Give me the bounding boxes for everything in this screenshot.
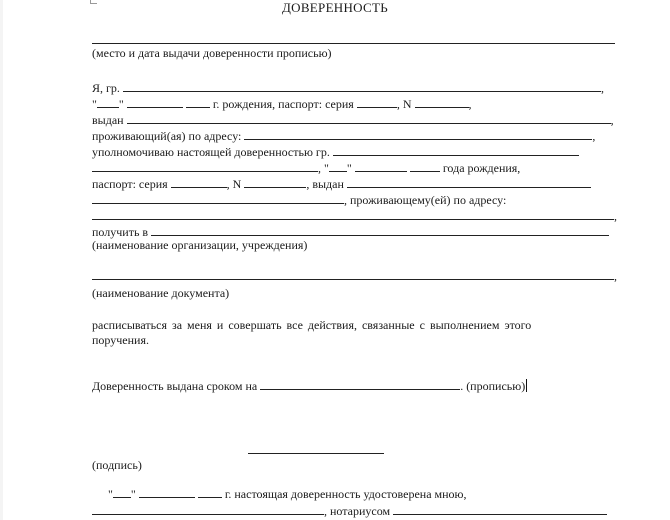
text-cursor [526, 379, 527, 392]
comma: , [614, 269, 617, 283]
address-field[interactable] [244, 128, 592, 140]
issued-label: выдан [312, 177, 344, 191]
quote-close: " [346, 161, 352, 175]
address-line [92, 128, 595, 143]
passport-series-label: паспорт: серия [92, 177, 168, 191]
validity-line [92, 378, 527, 393]
agent-address-field[interactable] [92, 208, 614, 220]
organization-label: (наименование организации, учреждения) [92, 238, 308, 252]
issued-line [92, 112, 614, 127]
number-sign: N [402, 97, 412, 111]
comma: , [600, 81, 604, 95]
agent-birth-line [92, 160, 520, 175]
cert-year-field[interactable] [198, 486, 222, 498]
cert-day-field[interactable] [113, 486, 131, 498]
place-date-label: (место и дата выдачи доверенности прописью) [92, 46, 332, 60]
validity-label: Доверенность выдана сроком на [92, 379, 258, 393]
birth-month-field[interactable] [127, 96, 183, 108]
citizen-name-field[interactable] [123, 80, 601, 92]
document-name-label: (наименование документа) [92, 286, 230, 300]
quote-open: " [108, 487, 113, 501]
comma: , [614, 209, 617, 223]
birth-year-label: года рождения, [442, 161, 521, 175]
comma: , [226, 177, 230, 191]
comma: , [592, 129, 596, 143]
notary-line [92, 503, 607, 518]
agent-birth-year-field[interactable] [410, 160, 440, 172]
validity-term-field[interactable] [260, 378, 460, 390]
passport-series-field[interactable] [357, 96, 397, 108]
receive-line [92, 224, 609, 239]
agent-passport-number-field[interactable] [244, 176, 306, 188]
comma: , [468, 97, 472, 111]
birth-year-passport-label: г. рождения, паспорт: серия [212, 97, 354, 111]
quote-open: " [92, 97, 97, 111]
authority-text-2: поручения. [92, 333, 149, 347]
citizen-line [92, 80, 604, 95]
validity-suffix: . (прописью) [460, 379, 526, 393]
agent-birth-month-field[interactable] [355, 160, 407, 172]
agent-name-cont-field[interactable] [92, 160, 318, 172]
comma: , [610, 113, 614, 127]
organization-field[interactable] [151, 224, 609, 236]
agent-passport-series-field[interactable] [171, 176, 227, 188]
agent-issued-cont-field[interactable] [92, 192, 344, 204]
authority-text-1: расписываться за меня и совершать все действия, связанные с выполнением этого [92, 318, 532, 332]
comma: , [318, 161, 321, 175]
citizen-label: Я, гр. [92, 81, 120, 95]
page-edge [0, 0, 3, 520]
notary-label: , нотариусом [324, 504, 391, 518]
document-name-field[interactable] [92, 268, 614, 280]
issued-label: выдан [92, 113, 124, 127]
birth-passport-line [92, 96, 472, 111]
quote-close: " [118, 97, 124, 111]
quote-open: " [324, 161, 329, 175]
authorize-line [92, 144, 579, 159]
agent-address-line [92, 192, 506, 207]
agent-name-field[interactable] [333, 144, 579, 156]
receive-label: получить в [92, 225, 149, 239]
agent-address-cont-line [92, 208, 617, 223]
agent-birth-day-field[interactable] [329, 160, 347, 172]
issued-by-field[interactable] [127, 112, 611, 124]
residing-to-label: , проживающему(ей) по адресу: [344, 193, 507, 207]
number-sign: N [232, 177, 242, 191]
authorize-label: уполномочиваю настоящей доверенностью гр. [92, 145, 330, 159]
certification-label: г. настоящая доверенность удостоверена мною, [224, 487, 467, 501]
cert-month-field[interactable] [139, 486, 195, 498]
place-date-line[interactable] [92, 43, 615, 44]
passport-number-field[interactable] [415, 96, 469, 108]
agent-issued-by-field[interactable] [347, 176, 591, 188]
residing-label: проживающий(ая) по адресу: [92, 129, 242, 143]
notary-place-field[interactable] [92, 503, 324, 515]
signature-line[interactable] [248, 453, 384, 454]
signature-label: (подпись) [92, 458, 142, 472]
birth-year-field[interactable] [186, 96, 210, 108]
comma: , [396, 97, 400, 111]
document-name-line [92, 268, 617, 283]
quote-close: " [130, 487, 136, 501]
comma: , [306, 177, 310, 191]
birth-day-field[interactable] [97, 96, 119, 108]
certification-line [108, 486, 467, 501]
notary-name-field[interactable] [393, 503, 607, 515]
agent-passport-line [92, 176, 591, 191]
document-title: ДОВЕРЕННОСТЬ [281, 0, 389, 15]
